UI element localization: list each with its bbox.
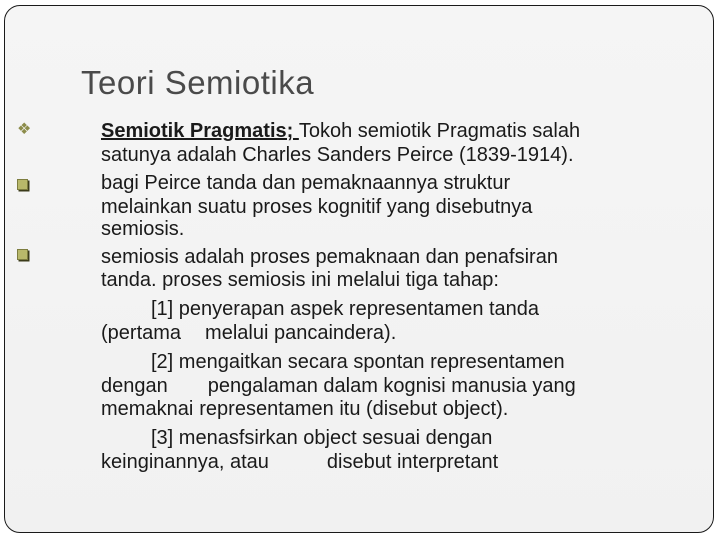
- step-3-text-b: disebut interpretant: [326, 451, 499, 473]
- step-1-line-2: [101, 322, 396, 344]
- bullet-2-line-3: semiosis.: [101, 218, 185, 240]
- step-3-line-1: [3] menasfsirkan object sesuai dengan: [151, 427, 493, 449]
- step-3-text-a: keinginannya, atau: [101, 451, 269, 473]
- step-2-text-d: representamen itu (disebut object).: [199, 398, 509, 420]
- slide-title: Teori Semiotika: [81, 64, 315, 101]
- step-2-line-1: [2] mengaitkan secara spontan representamen: [151, 351, 565, 373]
- step-2-text-b: pengalaman dalam kognisi manusia yang: [207, 375, 576, 397]
- slide: [4, 5, 714, 533]
- bullet-1-text-1: Tokoh semiotik Pragmatis salah: [298, 120, 581, 142]
- step-2-line-3: [101, 398, 508, 420]
- bullet-3-line-2: tanda. proses semiosis ini melalui tiga tahap:: [101, 269, 499, 291]
- step-2-text-c: memaknai: [101, 398, 194, 420]
- bullet-3-line-1: semiosis adalah proses pemaknaan dan penafsiran: [101, 246, 558, 268]
- step-1-text-b: melalui pancaindera).: [205, 322, 397, 344]
- step-2-line-2: [101, 375, 576, 397]
- bullet-2-line-2: melainkan suatu proses kognitif yang disebutnya: [101, 196, 533, 218]
- step-1-text-a: (pertama: [101, 322, 182, 344]
- bullet-1-line-2: satunya adalah Charles Sanders Peirce (1839-1914).: [101, 144, 574, 166]
- step-3-line-2: [101, 451, 498, 473]
- bullet-2-line-1: bagi Peirce tanda dan pemaknaannya struktur: [101, 172, 511, 194]
- square-bullet-icon: [17, 249, 28, 260]
- bullet-1-line-1: [101, 120, 580, 142]
- step-2-text-a: dengan: [101, 375, 168, 397]
- step-1-line-1: [1] penyerapan aspek representamen tanda: [151, 298, 540, 320]
- bullet-1-heading: Semiotik Pragmatis;: [101, 120, 299, 142]
- diamond-bullet-icon: ❖: [17, 121, 32, 138]
- square-bullet-icon: [17, 179, 28, 190]
